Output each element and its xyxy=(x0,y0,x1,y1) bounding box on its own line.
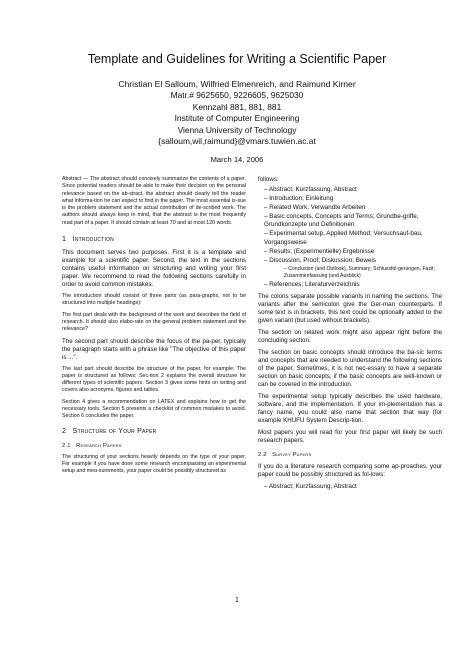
author-names: Christian El Salloum, Wilfried Elmenreich, and Raimund Kirner xyxy=(118,79,356,89)
right-column xyxy=(258,176,442,495)
subsection-2-2-heading xyxy=(258,451,442,459)
survey-structure-list xyxy=(258,483,442,491)
research-papers-paragraph: The structuring of your sections heavily depends on the type of your paper. For example if you have done some research encompassing an experimental setup and mea-surements, your paper could be possibly structured as xyxy=(62,453,246,475)
intro-paragraph-5: The last part should describe the structure of the paper, for example: The paper is structured as follows: Sec-tion 2 explains the overall structure for different types of scientific papers. Section 3 gives some hints on writing and covers also acronyms, figures and tables. xyxy=(62,365,246,394)
section-1-title: Introduction xyxy=(72,235,114,244)
list-item: – Abstract; Kurzfassung, Abstract xyxy=(264,186,357,193)
page-number: 1 xyxy=(235,597,239,604)
list-item: – Discussion, Proof; Diskussion, Beweis xyxy=(264,256,376,264)
variants-paragraph: The colons separate possible variants in naming the sections. The variants after the semicolon give the Ger-man counterparts. If some text is in brackets, this text could be optionally added to the given variant (but used without brackets). xyxy=(258,292,442,324)
kennzahl: Kennzahl 881, 881, 881 xyxy=(192,101,282,112)
subsection-2-1-number: 2.1 xyxy=(62,442,71,449)
intro-paragraph-3: The first part deals with the background of the work and describes the field of research. It should also elabo-rate on the general problem statement and the relevance? xyxy=(62,311,246,333)
paper-date: March 14, 2006 xyxy=(210,155,264,164)
list-item: – Introduction; Einleitung xyxy=(264,195,334,203)
list-item: – Experimental setup, Applied Method; Versuchsauf-bau, Vorgangsweise xyxy=(264,230,423,246)
list-item: – Results; (Experimentielle) Ergebnisse xyxy=(264,247,375,255)
follows-text: follows: xyxy=(258,176,279,183)
subsection-2-1-heading xyxy=(62,442,246,450)
section-2-title: Structure of Your Paper xyxy=(72,426,157,435)
matriculation-numbers: Matr.# 9625650, 9226605, 9625030 xyxy=(170,90,304,100)
research-papers-note: Most papers you will read for your first paper will likely be such research papers. xyxy=(258,428,442,444)
section-structure-list xyxy=(258,186,442,289)
sub-list-item: – Conclusion (and Outlook), Summary; Schlussfol-gerungen, Fazit; Zusammenfassung (und Ausblick) xyxy=(284,265,435,279)
section-2-number: 2 xyxy=(62,426,67,435)
abstract: Abstract — The abstract should concisely summarize the contents of a paper. Since potential readers should be able to make their decision on the personal relevance based on the ab-stract, the abstract should clearly tell the reader what informa-tion he can expect to find in the paper. The most essential is-sue is the problem statement and the actual contribution of de-scribed work. The authors should always keep in mind, that the abstract is the most frequently read part of a paper. It should contain at least 70 and at most 120 words. xyxy=(62,176,246,226)
list-item: – Basic concepts, Concepts and Terms; Grundbe-griffe, Grundkonzepte und Definitionen xyxy=(264,213,419,229)
experimental-setup-paragraph: The experimental setup typically describes the used hardware, software, and the implementation. If your im-plementation has a fancy name, you could also name that section that way (for example KHUFU System Descrip-tion. xyxy=(258,392,442,424)
section-1-number: 1 xyxy=(62,235,67,244)
intro-paragraph-1: This document serves two purposes. First it is a template and example for a scientific paper. Second, the text in the sections contains useful information on structuring and writing your first paper. We recommend to read the following sections carefully in order to avoid common mistakes. xyxy=(62,249,246,289)
author-email: {salloum,wil,raimund}@vmars.tuwien.ac.at xyxy=(158,136,316,146)
survey-papers-paragraph: If you do a literature research comparing some ap-proaches, your paper could be possibly structured as fol-lows: xyxy=(258,462,442,478)
list-item: – References; Literaturverzeichnis xyxy=(264,280,360,288)
intro-paragraph-6: Section 4 gives a recommendation on LATEX and explains how to get the necessary tools. Section 5 presents a checklist of common mistakes to avoid. Section 6 concludes the paper. xyxy=(62,398,246,420)
institute: Institute of Computer Engineering xyxy=(174,113,300,123)
author-block xyxy=(0,78,474,148)
intro-paragraph-4: The second part should describe the focus of the pa-per, typically the paragraph starts with a phrase like "The objective of this paper is ...". xyxy=(62,337,246,361)
intro-paragraph-2: The introduction should consist of three parts (as para-graphs, not to be structured into multiple headings): xyxy=(62,293,246,307)
section-2-heading xyxy=(62,427,246,436)
list-item: – Related Work; Verwandte Arbeiten xyxy=(264,204,366,212)
list-item: – Abstract; Kurzfassung, Abstract xyxy=(264,482,357,490)
subsection-2-1-title: Research Papers xyxy=(76,442,122,449)
subsection-2-2-title: Survey Papers xyxy=(272,451,312,458)
related-work-paragraph: The section on related work might also appear right before the concluding section. xyxy=(258,328,442,344)
paper-title: Template and Guidelines for Writing a Scientific Paper xyxy=(87,52,387,66)
left-column xyxy=(62,176,246,480)
university: Vienna University of Technology xyxy=(177,124,297,135)
subsection-2-2-number: 2.2 xyxy=(258,451,267,458)
basic-concepts-paragraph: The section on basic concepts should introduce the ba-sic terms and concepts that are needed to understand the following sections of the paper. Sometimes, it is not nec-essary to have a separate section on basic concepts, if the basic concepts are well-known or can be covered in the introduction. xyxy=(258,348,442,388)
section-1-heading xyxy=(62,235,246,244)
